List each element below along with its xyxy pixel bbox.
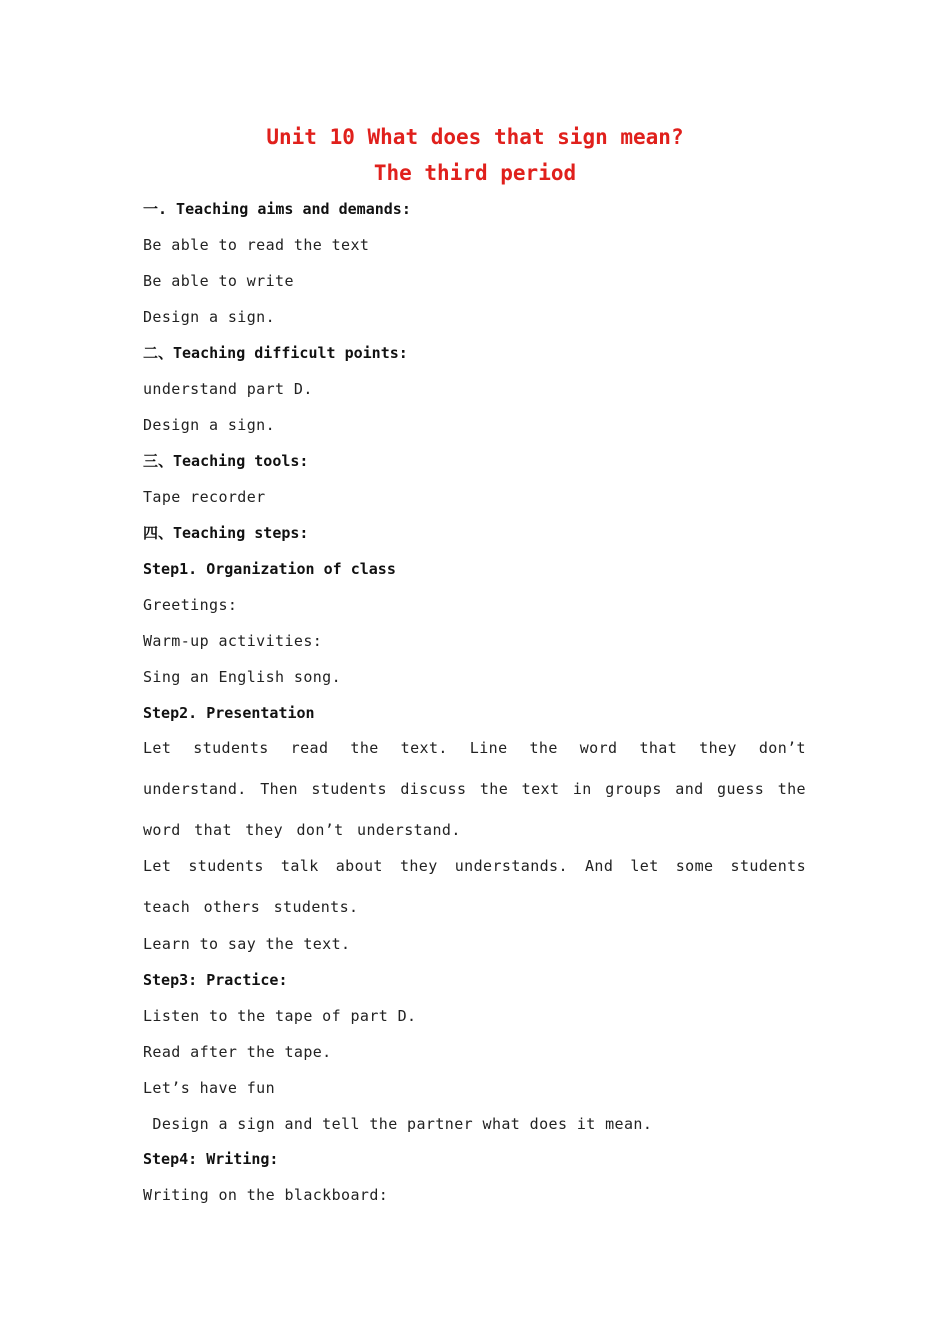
section-heading-tools: 三、Teaching tools:: [143, 452, 309, 470]
step3-item: Let’s have fun: [143, 1079, 276, 1097]
section-heading-aims: 一. Teaching aims and demands:: [143, 200, 411, 218]
section-heading-steps: 四、Teaching steps:: [143, 524, 309, 542]
tools-item: Tape recorder: [143, 488, 266, 506]
difficult-item: understand part D.: [143, 380, 313, 398]
step2-item: Learn to say the text.: [143, 935, 351, 953]
step2-paragraph: Let students talk about they understands. And let some students teach others students.: [143, 857, 806, 916]
section-heading-difficult: 二、Teaching difficult points:: [143, 344, 408, 362]
aims-item: Be able to read the text: [143, 236, 370, 254]
document-title: Unit 10 What does that sign mean?: [266, 125, 684, 149]
step1-heading: Step1. Organization of class: [143, 560, 396, 578]
step4-heading: Step4: Writing:: [143, 1150, 279, 1168]
step3-item: Listen to the tape of part D.: [143, 1007, 417, 1025]
aims-item: Design a sign.: [143, 308, 276, 326]
step3-heading: Step3: Practice:: [143, 971, 288, 989]
step4-item: Writing on the blackboard:: [143, 1186, 389, 1204]
aims-item: Be able to write: [143, 272, 294, 290]
step3-item: Design a sign and tell the partner what does it mean.: [143, 1115, 653, 1133]
step1-item: Sing an English song.: [143, 668, 342, 686]
step2-heading: Step2. Presentation: [143, 704, 315, 722]
step1-item: Warm-up activities:: [143, 632, 323, 650]
step2-paragraph: Let students read the text. Line the word that they don’t understand. Then students discuss the text in groups and guess the word that they don’t understand.: [143, 739, 806, 839]
step1-item: Greetings:: [143, 596, 238, 614]
document-subtitle: The third period: [373, 161, 577, 185]
difficult-item: Design a sign.: [143, 416, 276, 434]
step3-item: Read after the tape.: [143, 1043, 332, 1061]
